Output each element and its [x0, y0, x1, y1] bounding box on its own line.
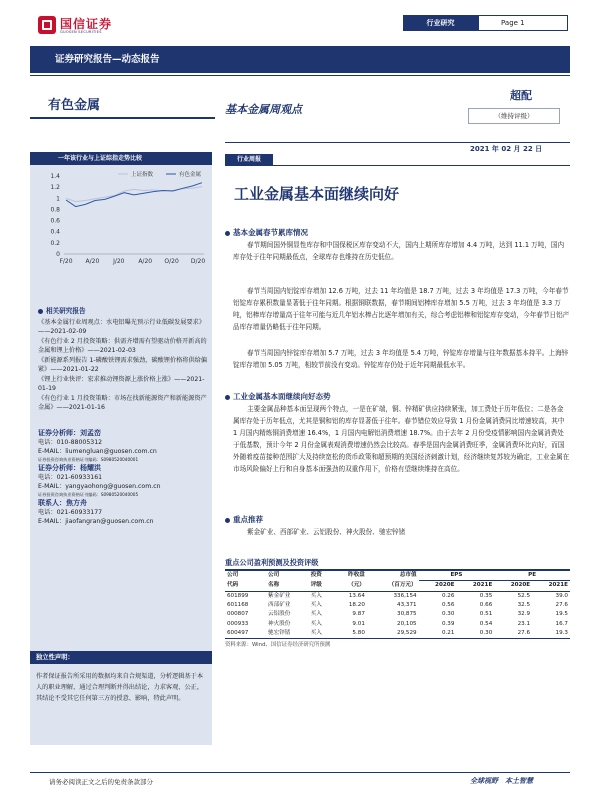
cell: 000933 — [227, 620, 249, 627]
cell: 32.5 — [517, 602, 531, 609]
y-tick-label: 0.2 — [50, 239, 60, 247]
column-header: 公司 — [227, 572, 239, 579]
column-header: 2021E — [472, 582, 493, 589]
x-tick-label: F/20 — [59, 258, 73, 265]
cell: 601168 — [227, 602, 249, 609]
x-tick-label: D/20 — [190, 258, 206, 265]
cell: 云铝股份 — [268, 611, 291, 618]
report-title: 基本金属周观点 — [225, 103, 302, 116]
cell: 600497 — [227, 629, 249, 636]
column-header: （百万元） — [388, 582, 417, 589]
cell: 0.54 — [479, 620, 493, 627]
cell: 27.6 — [555, 602, 568, 609]
rating: 超配 — [510, 89, 532, 102]
column-header: 公司 — [268, 572, 280, 579]
cell: 驰宏锌锗 — [268, 629, 291, 636]
legend-label: 有色金属 — [179, 172, 202, 178]
column-header: 名称 — [268, 582, 280, 589]
cell: 0.30 — [479, 629, 493, 636]
x-tick-label: A/20 — [85, 258, 100, 265]
y-tick-label: 1 — [56, 195, 60, 203]
y-tick-label: 0.6 — [50, 217, 60, 225]
y-tick-label: 1.4 — [50, 173, 60, 180]
cell: 0.66 — [479, 602, 493, 609]
analyst-name: 证券分析师：刘孟峦 — [38, 429, 101, 437]
divider — [30, 117, 215, 119]
table-row — [225, 619, 570, 628]
headline: 工业金属基本面继续向好 — [234, 185, 400, 203]
page-number: Page 1 — [478, 15, 568, 31]
contact-phone: 021-60933177 — [56, 509, 103, 516]
cell: 30,875 — [397, 611, 417, 618]
table-header-row — [225, 571, 570, 581]
analyst-name: 证券分析师：杨耀洪 — [38, 464, 101, 472]
y-tick-label: 0 — [56, 251, 60, 258]
cell: 20,105 — [397, 620, 417, 627]
email-label: E-MAIL： — [38, 518, 66, 525]
report-type-banner: 证券研究报告—动态报告 — [30, 46, 570, 73]
email-label: E-MAIL： — [38, 483, 66, 490]
industry-vs-index-chart — [38, 168, 208, 271]
divider — [273, 165, 570, 166]
column-header: 投资 — [310, 572, 322, 579]
cell: 9.87 — [352, 611, 365, 618]
related-list — [38, 318, 210, 412]
cell: 买入 — [310, 620, 322, 627]
cell: 19.3 — [555, 629, 568, 636]
cell: 0.51 — [479, 611, 493, 618]
weekly-tag: 行业周报 — [225, 154, 273, 166]
table-row — [225, 601, 570, 610]
divider — [30, 772, 570, 773]
x-tick-label: A/20 — [138, 258, 153, 265]
table-row — [225, 591, 570, 601]
paragraph: 春节当周国内锌锭库存增加 5.7 万吨，过去 3 年均值是 5.4 万吨，锌锭库存增量与往年数据基本持平。上海锌锭库存增加 5.05 万吨，相较节前没有变动。锌锭库存仍处于近年同期最低水平。 — [233, 349, 569, 369]
table-row — [225, 629, 570, 639]
cell: 43,371 — [397, 602, 417, 609]
list-item[interactable]: 《有色行业 1 月投资策略：市场在找新能源资产和新能源资产金属》——2021-01-16 — [38, 395, 207, 411]
analyst-block — [38, 428, 210, 526]
list-item[interactable]: 《基本金属行业周观点：水电铝曝光预示行业低碳发展要求》——2021-02-09 — [38, 319, 206, 335]
cell: 买入 — [310, 629, 322, 636]
paragraph: 紫金矿业、西部矿业、云铝股份、神火股份、驰宏锌锗 — [247, 528, 406, 536]
cell: 601899 — [227, 592, 249, 599]
y-tick-label: 1.2 — [50, 184, 60, 192]
chart-heading: 一年该行业与上证综指走势比较 — [30, 152, 212, 165]
tel-label: 电话： — [38, 439, 57, 446]
analyst-email[interactable]: yangyaohong@guosen.com.cn — [65, 483, 161, 490]
logo-english-text: GUOSEN SECURITIES — [60, 30, 102, 34]
cell: 买入 — [310, 602, 322, 609]
guosen-logo-icon — [38, 16, 56, 34]
contact-email[interactable]: jiaofangran@guosen.com.cn — [65, 518, 154, 525]
cell: 0.21 — [441, 629, 455, 636]
rating-note: （维持评级） — [468, 108, 560, 124]
list-item[interactable]: 《有色行业 2 月投资策略：供需齐增需有望驱动价格开新高的金属和锂上价格》——2021-02-03 — [38, 338, 207, 354]
sector-title: 有色金属 — [48, 98, 101, 113]
y-tick-label: 0.4 — [50, 228, 60, 236]
y-tick-label: 0.8 — [50, 206, 60, 214]
x-tick-label: O/20 — [164, 258, 179, 265]
analyst-phone: 010-88005312 — [56, 439, 103, 446]
cell: 0.39 — [441, 620, 455, 627]
column-header: 评级 — [310, 582, 322, 589]
cell: 西部矿业 — [268, 602, 291, 609]
email-label: E-MAIL： — [38, 448, 66, 455]
disclaimer-heading: 独立性声明： — [30, 651, 212, 664]
cell: 9.01 — [352, 620, 365, 627]
cell: 买入 — [310, 611, 322, 618]
column-header: 2020E — [510, 582, 531, 589]
cell: 13.64 — [348, 592, 365, 599]
column-header: 2021E — [548, 582, 568, 589]
analyst-cert: 证券投资咨询执业资格证书编码：S0980520040005 — [38, 492, 139, 497]
paragraph: 春节当周国内铝锭库存增加 12.6 万吨，过去 11 年均值是 18.7 万吨，过去 3 年均值是 17.3 万吨，今年春节铝锭库存累积数量显著低于往年同期。根据铜联数据，春节期间铝棒库存增加 5.5 万吨，过去 3 年均值是 3.3 万吨，铝棒库存增量高于往年可能与近几年铝水棒占比逐年增加有关，综合考虑铝棒和铝锭库存变动，今年春节日铝产品库存增量仍略低于往年同期。 — [233, 287, 570, 331]
cell: 000807 — [227, 611, 249, 618]
disclaimer-text: 作者保证报告所采用的数据均来自合规渠道，分析逻辑基于本人的职业理解，通过合理判断并得出结论，力求客观、公正，其结论不受其它任何第三方的授意、影响，特此声明。 — [36, 673, 204, 702]
cell: 0.56 — [441, 602, 455, 609]
cell: 23.1 — [517, 620, 531, 627]
cell: 16.7 — [555, 620, 568, 627]
cell: 336,154 — [393, 592, 417, 599]
column-header: 2020E — [435, 582, 455, 589]
eps-group-header: EPS — [419, 571, 495, 581]
series-line — [66, 183, 202, 207]
cell: 18.20 — [348, 602, 365, 609]
cell: 0.30 — [441, 611, 455, 618]
header-category-tag: 行业研究 — [403, 15, 478, 31]
cell: 39.0 — [555, 592, 568, 599]
table-header-row — [225, 581, 570, 591]
column-header: （元） — [348, 582, 365, 589]
cell: 0.26 — [441, 592, 455, 599]
table-title: 重点公司盈利预测及投资评级 — [225, 558, 319, 567]
cell: 32.9 — [517, 611, 531, 618]
analyst-phone: 021-60933161 — [56, 474, 103, 481]
paragraph: 主要金属品种基本面呈现两个特点，一是在矿端，铜、锌精矿供应持续紧张，加工费处于历年低位；二是各金属库存处于历年低点，尤其是铜和铝的库存显著低于往年。春节错位效应导致 1 月份金属消费同比增速较高，其中 1 月国内精炼铜消费增速 16.4%，1 月国内电解铝消费增速 18.7%。由于去年 2 月份受疫情影响国内金属消费处于低基数，预计今年 2 月份金属表观消费增速仍然会比较高。春季是国内金属消费旺季，金属消费环比向好，而国外随着疫苗接种范围扩大及持续宽松的货币政策和超预期的美国经济刺激计划，经济继续复苏较为确定，工业金属在市场风险偏好上行和自身基本面强劲的双重作用下，价格有望继续维持在高位。 — [233, 405, 570, 473]
x-tick-label: J/20 — [113, 258, 125, 265]
section-heading: 工业金属基本面继续向好态势 — [225, 391, 331, 402]
cell: 29,529 — [397, 629, 417, 636]
report-date: 2021 年 02 月 22 日 — [470, 145, 543, 153]
divider — [225, 142, 570, 143]
contact-name: 联系人：焦方舟 — [38, 499, 87, 507]
analyst-cert: 证券投资咨询执业资格证书编码：S0980520040001 — [38, 457, 139, 462]
tel-label: 电话： — [38, 509, 57, 516]
cell: 19.5 — [555, 611, 568, 618]
table-row — [225, 610, 570, 619]
cell: 52.5 — [517, 592, 531, 599]
related-research-heading: 相关研究报告 — [38, 305, 86, 315]
pe-group-header: PE — [494, 571, 570, 581]
tel-label: 电话： — [38, 474, 57, 481]
footer-disclaimer: 请务必阅读正文之后的免责条款部分 — [49, 778, 153, 786]
divider — [30, 75, 570, 76]
legend-label: 上证指数 — [131, 172, 154, 178]
column-header: 代码 — [227, 582, 239, 589]
cell: 27.6 — [517, 629, 531, 636]
cell: 5.80 — [352, 629, 365, 636]
section-heading: 重点推荐 — [225, 514, 263, 525]
list-item[interactable]: 《锂上行业快评：宏求推动锂资源上涨价格上涨》——2021-01-19 — [38, 376, 205, 392]
table-source: 资料来源：Wind、国信证券经济研究所预测 — [225, 642, 331, 648]
list-item[interactable]: 《新能源系列报告 1-磷酸铁锂需求强劲，碳酸锂价格将供给偏紧》——2021-01-22 — [38, 357, 208, 373]
cell: 买入 — [310, 592, 322, 599]
column-header: 总市值 — [399, 572, 417, 579]
column-header: 昨收盘 — [348, 572, 365, 579]
cell: 0.35 — [479, 592, 493, 599]
footer-slogan: 全球视野 本土智慧 — [470, 777, 533, 785]
paragraph: 春节期间国外铜显性库存和中国保税区库存变动不大，国内上期所库存增加 4.4 万吨，达到 11.1 万吨，国内库存处于往年同期最低点，全球库存也维持在历史低位。 — [233, 241, 565, 261]
logo-text: 国信证券 — [60, 17, 113, 31]
cell: 紫金矿业 — [268, 592, 291, 599]
analyst-email[interactable]: liumengluan@guosen.com.cn — [65, 448, 157, 455]
section-heading: 基本金属春节累库情况 — [225, 227, 308, 238]
cell: 神火股份 — [268, 620, 291, 627]
earnings-forecast-table — [225, 571, 570, 639]
